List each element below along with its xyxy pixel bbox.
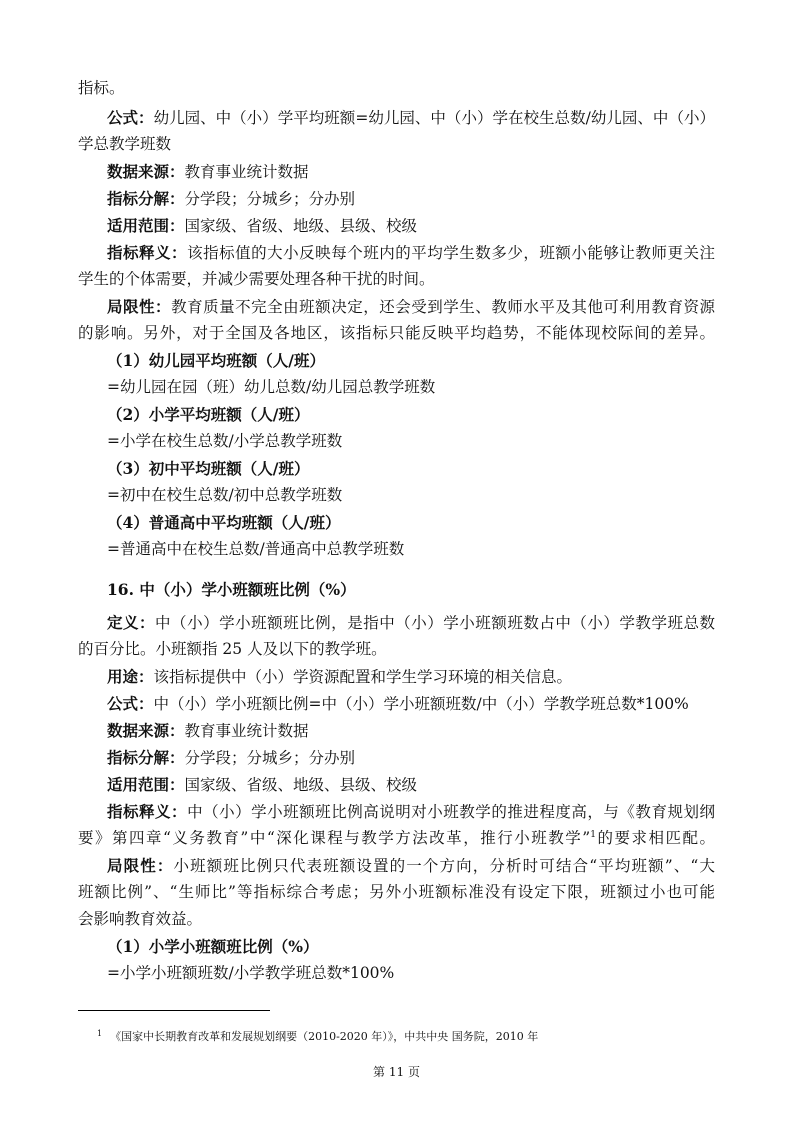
explanation-16-text-after: 的要求相匹配。 [595, 829, 715, 847]
footnote-reference: 1 [590, 830, 596, 840]
limitation-text: 教育质量不完全由班额决定，还会受到学生、教师水平及其他可利用教育资源 [171, 298, 715, 316]
page-number: 第 11 页 [373, 1065, 420, 1079]
sub-indicator-heading: （1）小学小班额班比例（%） [107, 937, 319, 956]
data-source-label: 数据来源： [107, 162, 185, 181]
sub-indicator-4 [78, 509, 715, 563]
sub-indicator-heading: （4）普通高中平均班额（人/班） [107, 513, 341, 532]
usage-line [78, 663, 715, 690]
limitation-16-label: 局限性： [107, 856, 174, 875]
sub-indicator-formula: =普通高中在校生总数/普通高中总教学班数 [107, 540, 405, 558]
breakdown-line [78, 185, 715, 212]
explanation-16-label: 指标释义： [107, 802, 188, 821]
limitation-line-2: 的影响。另外，对于全国及各地区，该指标只能反映平均趋势，不能体现校际间的差异。 [78, 324, 715, 342]
usage-text: 该指标提供中（小）学资源配置和学生学习环境的相关信息。 [153, 668, 573, 686]
footnote-separator [78, 1010, 270, 1011]
limitation-16-line-1 [78, 852, 715, 879]
data-source-16-text: 教育事业统计数据 [184, 722, 309, 740]
definition-line-1 [78, 609, 715, 636]
scope-label: 适用范围： [107, 216, 185, 235]
explanation-16-text-before: 要》第四章“义务教育”中“深化课程与教学方法改革，推行小班教学” [78, 829, 591, 847]
explanation-label: 指标释义： [107, 243, 188, 262]
scope-16-line [78, 771, 715, 798]
footnote-text: 《国家中长期教育改革和发展规划纲要（2010-2020 年）》，中共中央 国务院，2010 年 [110, 1030, 539, 1043]
usage-label: 用途： [107, 667, 154, 686]
sub-indicator-1 [78, 347, 715, 401]
formula-label: 公式： [107, 108, 154, 127]
sub-indicator-2 [78, 401, 715, 455]
explanation-16-line-1 [78, 798, 715, 825]
scope-16-label: 适用范围： [107, 775, 185, 794]
sub-indicator-formula: =幼儿园在园（班）幼儿总数/幼儿园总教学班数 [107, 378, 436, 396]
formula-16-line [78, 690, 715, 717]
limitation-16-text: 小班额班比例只代表班额设置的一个方向，分析时可结合“平均班额”、“大 [173, 857, 715, 875]
limitation-16-line-2: 班额比例”、“生师比”等指标综合考虑；另外小班额标准没有设定下限，班额过小也可能 [78, 883, 715, 901]
definition-label: 定义： [107, 613, 156, 632]
scope-line [78, 212, 715, 239]
breakdown-16-line [78, 744, 715, 771]
definition-line-2: 的百分比。小班额指 25 人及以下的教学班。 [78, 640, 387, 658]
sub-indicator-heading: （2）小学平均班额（人/班） [107, 405, 310, 424]
explanation-paragraph [78, 239, 715, 293]
definition-paragraph [78, 609, 715, 663]
data-source-16-label: 数据来源： [107, 721, 185, 740]
definition-text: 中（小）学小班额班比例，是指中（小）学小班额班数占中（小）学教学班总数 [155, 614, 715, 632]
continuation-text: 指标。 [78, 79, 125, 97]
explanation-line-1 [78, 239, 715, 266]
limitation-line-1 [78, 293, 715, 320]
breakdown-text: 分学段；分城乡；分办别 [184, 190, 356, 208]
limitation-16-line-3: 会影响教育效益。 [78, 910, 203, 928]
limitation-16-paragraph [78, 852, 715, 933]
explanation-16-paragraph [78, 798, 715, 852]
page-body [78, 75, 715, 987]
section-16-heading: 16. 中（小）学小班额班比例（%） [107, 580, 356, 599]
limitation-paragraph [78, 293, 715, 347]
sub-indicator-formula: =小学在校生总数/小学总教学班数 [107, 432, 343, 450]
data-source-16-line [78, 717, 715, 744]
formula-line-2: 学总教学班数 [78, 135, 172, 153]
sub-indicator-heading: （1）幼儿园平均班额（人/班） [107, 351, 325, 370]
explanation-line-2: 学生的个体需要，并减少需要处理各种干扰的时间。 [78, 270, 435, 288]
sub-indicator-formula: =初中在校生总数/初中总教学班数 [107, 486, 343, 504]
formula-line-1 [78, 104, 715, 131]
formula-16-label: 公式： [107, 694, 154, 713]
limitation-label: 局限性： [107, 297, 172, 316]
explanation-16-line-2 [78, 825, 715, 852]
data-source-text: 教育事业统计数据 [184, 163, 309, 181]
scope-text: 国家级、省级、地级、县级、校级 [184, 217, 418, 235]
formula-text: 幼儿园、中（小）学平均班额=幼儿园、中（小）学在校生总数/幼儿园、中（小） [153, 109, 715, 127]
breakdown-16-text: 分学段；分城乡；分办别 [184, 749, 356, 767]
data-source-line [78, 158, 715, 185]
formula-paragraph [78, 104, 715, 158]
sub-indicator-3 [78, 455, 715, 509]
breakdown-label: 指标分解： [107, 189, 185, 208]
footnote-marker: 1 [97, 1029, 103, 1038]
formula-16-text: 中（小）学小班额比例=中（小）学小班额班数/中（小）学教学班总数*100% [153, 695, 689, 713]
explanation-text: 该指标值的大小反映每个班内的平均学生数多少，班额小能够让教师更关注 [187, 244, 715, 262]
scope-16-text: 国家级、省级、地级、县级、校级 [184, 776, 418, 794]
footnote [97, 1029, 538, 1046]
sub-indicator-formula: =小学小班额班数/小学教学班总数*100% [107, 964, 395, 982]
breakdown-16-label: 指标分解： [107, 748, 185, 767]
explanation-16-text: 中（小）学小班额班比例高说明对小班教学的推进程度高，与《教育规划纲 [187, 803, 715, 821]
sub-indicator-heading: （3）初中平均班额（人/班） [107, 459, 310, 478]
sub-indicator-16-1 [78, 933, 715, 987]
